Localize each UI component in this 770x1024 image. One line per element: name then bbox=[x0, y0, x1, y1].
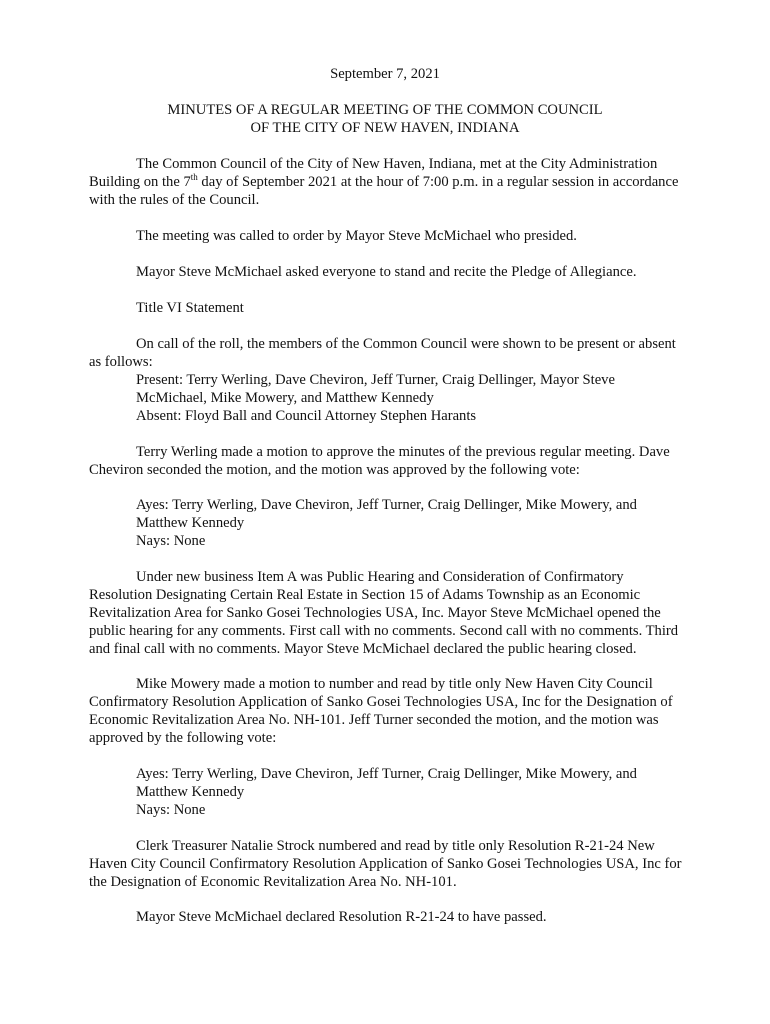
paragraph-line: Terry Werling made a motion to approve the minutes of the previous regular meeting. Dave bbox=[136, 444, 670, 460]
paragraph-line: Under new business Item A was Public Hearing and Consideration of Confirmatory bbox=[136, 569, 624, 585]
paragraph-line: Clerk Treasurer Natalie Strock numbered and read by title only Resolution R-21-24 New bbox=[136, 838, 655, 854]
paragraph-line: Resolution Designating Certain Real Estate in Section 15 of Adams Township as an Economic bbox=[89, 587, 641, 603]
paragraph-line: Mike Mowery made a motion to number and read by title only New Haven City Council bbox=[136, 676, 653, 692]
paragraph-line: and final call with no comments. Mayor Steve McMichael declared the public hearing closed. bbox=[89, 641, 637, 657]
paragraph-line: Haven City Council Confirmatory Resolution Application of Sanko Gosei Technologies USA, Inc for bbox=[89, 856, 682, 872]
paragraph-line: Cheviron seconded the motion, and the motion was approved by the following vote: bbox=[89, 462, 580, 478]
paragraph-line: as follows: bbox=[89, 354, 153, 370]
ordinal-suffix: th bbox=[190, 172, 198, 182]
text-run: Building on the 7 bbox=[89, 174, 191, 190]
absent-members: Absent: Floyd Ball and Council Attorney Stephen Harants bbox=[136, 408, 477, 424]
document-title-line-1: MINUTES OF A REGULAR MEETING OF THE COMMON COUNCIL bbox=[167, 102, 603, 118]
paragraph-line: with the rules of the Council. bbox=[89, 192, 260, 208]
meeting-date: September 7, 2021 bbox=[330, 66, 440, 82]
paragraph-line: On call of the roll, the members of the Common Council were shown to be present or absent bbox=[136, 336, 676, 352]
paragraph-line bbox=[89, 173, 678, 191]
paragraph-line: public hearing for any comments. First call with no comments. Second call with no comments. Third bbox=[89, 623, 679, 639]
nays-line: Nays: None bbox=[136, 533, 206, 549]
paragraph-line: approved by the following vote: bbox=[89, 730, 277, 746]
paragraph-line: the Designation of Economic Revitalization Area No. NH-101. bbox=[89, 874, 457, 890]
resolution-passed-paragraph: Mayor Steve McMichael declared Resolution R-21-24 to have passed. bbox=[136, 909, 547, 925]
present-members-line-1: Present: Terry Werling, Dave Cheviron, Jeff Turner, Craig Dellinger, Mayor Steve bbox=[136, 372, 615, 388]
ayes-line-2: Matthew Kennedy bbox=[136, 515, 245, 531]
nays-line: Nays: None bbox=[136, 802, 206, 818]
ayes-line-1: Ayes: Terry Werling, Dave Cheviron, Jeff Turner, Craig Dellinger, Mike Mowery, and bbox=[136, 497, 637, 513]
paragraph-line: The Common Council of the City of New Haven, Indiana, met at the City Administration bbox=[136, 156, 658, 172]
ayes-line-1: Ayes: Terry Werling, Dave Cheviron, Jeff Turner, Craig Dellinger, Mike Mowery, and bbox=[136, 766, 637, 782]
ayes-line-2: Matthew Kennedy bbox=[136, 784, 245, 800]
title-vi-statement: Title VI Statement bbox=[136, 300, 244, 316]
paragraph-line: Revitalization Area for Sanko Gosei Technologies USA, Inc. Mayor Steve McMichael opened the bbox=[89, 605, 661, 621]
text-run: day of September 2021 at the hour of 7:00 p.m. in a regular session in accordance bbox=[197, 174, 679, 190]
present-members-line-2: McMichael, Mike Mowery, and Matthew Kennedy bbox=[136, 390, 434, 406]
paragraph-line: Economic Revitalization Area No. NH-101. Jeff Turner seconded the motion, and the motion was bbox=[89, 712, 659, 728]
paragraph-line: Confirmatory Resolution Application of Sanko Gosei Technologies USA, Inc for the Designation of bbox=[89, 694, 673, 710]
document-title-line-2: OF THE CITY OF NEW HAVEN, INDIANA bbox=[250, 120, 520, 136]
pledge-paragraph: Mayor Steve McMichael asked everyone to stand and recite the Pledge of Allegiance. bbox=[136, 264, 637, 280]
call-to-order-paragraph: The meeting was called to order by Mayor Steve McMichael who presided. bbox=[136, 228, 577, 244]
